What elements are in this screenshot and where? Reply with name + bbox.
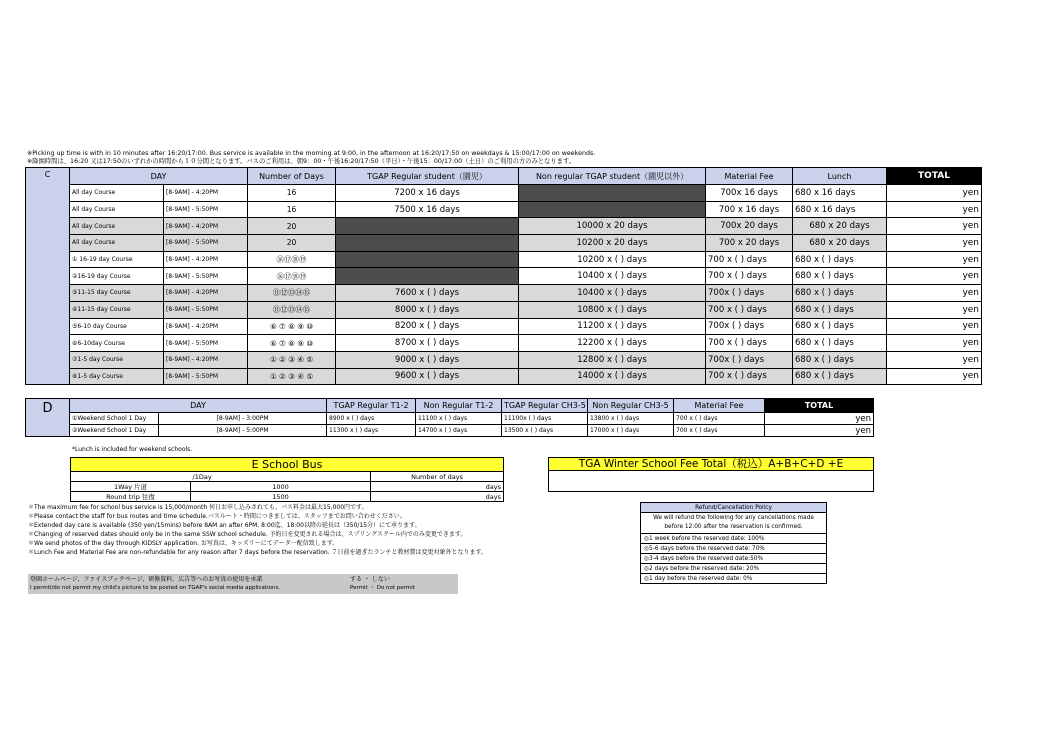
header-total: TOTAL bbox=[765, 399, 874, 413]
bus-type-label: 1Way 片道 bbox=[71, 482, 191, 492]
non-regular-t1-2-fee: 14700 x ( ) days bbox=[416, 425, 502, 437]
header-tgap-regular: TGAP Regular student（園児） bbox=[336, 168, 519, 185]
non-regular-t1-2-fee: 11100 x ( ) days bbox=[416, 413, 502, 425]
table-row bbox=[26, 368, 982, 385]
policy-intro-line: before 12:00 after the reservation is confirmed. bbox=[664, 524, 803, 530]
bus-price: 1500 bbox=[191, 492, 371, 502]
total-field[interactable]: yen bbox=[887, 251, 982, 268]
material-fee: 700x 16 days bbox=[706, 185, 793, 202]
lunch-fee: 680 x ( ) days bbox=[793, 301, 887, 318]
regular-fee bbox=[336, 235, 519, 252]
total-field[interactable]: yen bbox=[887, 235, 982, 252]
permission-options-en[interactable]: Permit ・ Do not permit bbox=[350, 585, 415, 591]
course-days: ⑪⑫⑬⑭⑮ bbox=[248, 301, 336, 318]
permission-options-jp[interactable]: する ・ しない bbox=[350, 576, 390, 583]
header-material-fee: Material Fee bbox=[706, 168, 793, 185]
course-name: ⑦1-5 day Course bbox=[70, 351, 164, 368]
note-item: ＊Changing of reserved dates should only be in the same SSW school schedule. 予約日を変更される場合は、スプリングスクール内でのみ変更できます。 bbox=[28, 531, 467, 538]
regular-ch3-5-fee: 13500 x ( ) days bbox=[502, 425, 588, 437]
regular-ch3-5-fee: 11100x ( ) days bbox=[502, 413, 588, 425]
lunch-fee: 680 x ( ) days bbox=[793, 335, 887, 352]
policy-intro bbox=[641, 513, 827, 534]
lunch-note: *Lunch is included for weekend schools. bbox=[72, 446, 193, 453]
policy-intro-line: We will refund the following for any cancellations made bbox=[653, 515, 814, 521]
photo-permission-box bbox=[28, 574, 458, 594]
non-regular-fee: 10400 x ( ) days bbox=[519, 268, 706, 285]
course-days: ⑯⑰⑱⑲ bbox=[248, 251, 336, 268]
lunch-fee: 680 x 20 days bbox=[793, 235, 887, 252]
course-time: [8-9AM] - 5:50PM bbox=[164, 235, 248, 252]
permission-text-jp: 登園ホームページ、ファイスブックページ、研修資料、広告等へのお写真の使用を承諾 bbox=[30, 576, 263, 583]
lunch-fee: 680 x ( ) days bbox=[793, 368, 887, 385]
course-time: [8-9AM] - 5:50PM bbox=[164, 268, 248, 285]
table-row bbox=[71, 492, 504, 502]
lunch-fee: 680 x ( ) days bbox=[793, 251, 887, 268]
course-name: All day Course bbox=[70, 235, 164, 252]
course-time: [8-9AM] - 4:20PM bbox=[164, 351, 248, 368]
regular-fee: 7500 x 16 days bbox=[336, 201, 519, 218]
regular-fee: 7600 x ( ) days bbox=[336, 285, 519, 302]
non-regular-fee: 12200 x ( ) days bbox=[519, 335, 706, 352]
bus-type-label: Round trip 往復 bbox=[71, 492, 191, 502]
material-fee: 700 x ( ) days bbox=[706, 251, 793, 268]
non-regular-fee bbox=[519, 185, 706, 202]
course-name: ②Weekend School 1 Day bbox=[70, 425, 159, 437]
winter-total-label: TGA Winter School Fee Total（税込）A+B+C+D +E bbox=[549, 458, 873, 471]
lunch-fee: 680 x 20 days bbox=[793, 218, 887, 235]
course-time: [8-9AM] - 5:50PM bbox=[164, 368, 248, 385]
non-regular-ch3-5-fee: 17000 x ( ) days bbox=[588, 425, 674, 437]
bus-price: 1000 bbox=[191, 482, 371, 492]
total-field[interactable]: yen bbox=[887, 218, 982, 235]
lunch-fee: 680 x ( ) days bbox=[793, 285, 887, 302]
permission-text-en: I permit/do not permit my child's picture to be posted on TGAP's social media applications. bbox=[30, 585, 281, 591]
total-field[interactable]: yen bbox=[887, 335, 982, 352]
table-row bbox=[26, 201, 982, 218]
top-note-en: ※Picking up time is with in 10 minutes after 16:20/17:00. Bus service is available in the morning at 9:00, in the afternoon at 16:20/17:50 on weekdays & 15:00/17:00 on weekends. bbox=[27, 150, 596, 157]
winter-total-box bbox=[548, 457, 874, 492]
total-field[interactable]: yen bbox=[887, 351, 982, 368]
table-row bbox=[26, 413, 874, 425]
course-name: ① 16-19 day Course bbox=[70, 251, 164, 268]
table-row bbox=[26, 185, 982, 202]
regular-t1-2-fee: 8900 x ( ) days bbox=[327, 413, 416, 425]
course-days: ⑯⑰⑱⑲ bbox=[248, 268, 336, 285]
policy-item: ◎1 day before the reserved date: 0% bbox=[641, 574, 827, 584]
non-regular-fee: 11200 x ( ) days bbox=[519, 318, 706, 335]
refund-policy-table bbox=[640, 502, 827, 584]
course-name: ⑧1-5 day Course bbox=[70, 368, 164, 385]
regular-fee bbox=[336, 268, 519, 285]
course-name: ②16-19 day Course bbox=[70, 268, 164, 285]
table-row bbox=[26, 268, 982, 285]
course-days: ⑥ ⑦ ⑧ ⑨ ⑩ bbox=[248, 318, 336, 335]
total-field[interactable]: yen bbox=[887, 285, 982, 302]
notes-list bbox=[28, 503, 487, 557]
top-note-jp: ※降園時間は、16:20 又は17:50のいずれかの時間から１０分間となります。バスのご利用は、朝9：00・午後16:20/17:50（平日）・午後15：00/17:00（土日）のご利用の方のみとなります。 bbox=[27, 158, 576, 165]
total-field[interactable]: yen bbox=[765, 425, 874, 437]
header-day: DAY bbox=[70, 168, 248, 185]
winter-total-field[interactable] bbox=[549, 471, 873, 491]
bus-per-day-header: /1Day bbox=[191, 472, 371, 482]
non-regular-fee: 14000 x ( ) days bbox=[519, 368, 706, 385]
material-fee: 700x ( ) days bbox=[706, 318, 793, 335]
course-time: [8-9AM] - 5:50PM bbox=[164, 201, 248, 218]
material-fee: 700 x ( ) days bbox=[706, 268, 793, 285]
course-time: [8-9AM] - 4:20PM bbox=[164, 285, 248, 302]
table-row bbox=[26, 318, 982, 335]
section-d-label: D bbox=[26, 399, 70, 437]
course-time: [8-9AM] - 4:20PM bbox=[164, 185, 248, 202]
non-regular-ch3-5-fee: 13800 x ( ) days bbox=[588, 413, 674, 425]
header-number-of-days: Number of Days bbox=[248, 168, 336, 185]
weekend-fee-table bbox=[25, 398, 874, 437]
section-c-label: C bbox=[26, 168, 70, 385]
header-non-regular-t1-2: Non Regular T1-2 bbox=[416, 399, 502, 413]
course-days: ① ② ③ ④ ⑤ bbox=[248, 351, 336, 368]
course-name: ④11-15 day Course bbox=[70, 301, 164, 318]
course-days: ⑪⑫⑬⑭⑮ bbox=[248, 285, 336, 302]
policy-item: ◎3-4 days before the reserved date:50% bbox=[641, 554, 827, 564]
course-fee-table bbox=[25, 167, 982, 385]
regular-fee: 7200 x 16 days bbox=[336, 185, 519, 202]
school-bus-title: E School Bus bbox=[71, 458, 504, 472]
non-regular-fee: 10000 x 20 days bbox=[519, 218, 706, 235]
material-fee: 700 x 16 days bbox=[706, 201, 793, 218]
header-day: DAY bbox=[70, 399, 327, 413]
school-bus-table bbox=[70, 457, 504, 502]
table-row bbox=[26, 351, 982, 368]
header-non-regular-ch3-5: Non Regular CH3-5 bbox=[588, 399, 674, 413]
total-field[interactable]: yen bbox=[765, 413, 874, 425]
course-time: [8-9AM] - 4:20PM bbox=[164, 318, 248, 335]
table-row bbox=[26, 235, 982, 252]
table-row bbox=[26, 301, 982, 318]
non-regular-fee: 12800 x ( ) days bbox=[519, 351, 706, 368]
lunch-fee: 680 x 16 days bbox=[793, 185, 887, 202]
non-regular-fee: 10200 x ( ) days bbox=[519, 251, 706, 268]
header-lunch: Lunch bbox=[793, 168, 887, 185]
non-regular-fee: 10200 x 20 days bbox=[519, 235, 706, 252]
course-name: ⑥6-10day Course bbox=[70, 335, 164, 352]
non-regular-fee bbox=[519, 201, 706, 218]
header-non-regular: Non regular TGAP student（園児以外） bbox=[519, 168, 706, 185]
policy-title: Refund/Cancellation Policy bbox=[641, 503, 827, 513]
note-item: ＊Lunch Fee and Material Fee are non-refundable for any reason after 7 days before the reservation. ７日前を過ぎたランチと教材費は変更対象外となります。 bbox=[28, 549, 488, 556]
material-fee: 700x ( ) days bbox=[706, 351, 793, 368]
material-fee: 700 x ( ) days bbox=[706, 335, 793, 352]
course-name: All day Course bbox=[70, 218, 164, 235]
material-fee: 700x ( ) days bbox=[706, 285, 793, 302]
regular-fee: 9600 x ( ) days bbox=[336, 368, 519, 385]
material-fee: 700 x ( ) days bbox=[674, 425, 765, 437]
course-name: All day Course bbox=[70, 185, 164, 202]
lunch-fee: 680 x ( ) days bbox=[793, 351, 887, 368]
regular-fee: 9000 x ( ) days bbox=[336, 351, 519, 368]
header-total: TOTAL bbox=[887, 168, 982, 185]
total-field[interactable]: yen bbox=[887, 368, 982, 385]
total-field[interactable]: yen bbox=[887, 301, 982, 318]
regular-fee: 8700 x ( ) days bbox=[336, 335, 519, 352]
course-name: All day Course bbox=[70, 201, 164, 218]
note-item: ＊Extended day care is available (350 yen/15mins) before 8AM an after 6PM. 8:00迄、18:00以降の延長は（350/15分）にて承ります。 bbox=[28, 522, 421, 529]
policy-item: ◎2 days before the reserved date: 20% bbox=[641, 564, 827, 574]
total-field[interactable]: yen bbox=[887, 201, 982, 218]
course-time: [8-9AM] - 5:50PM bbox=[164, 301, 248, 318]
course-name: ①Weekend School 1 Day bbox=[70, 413, 159, 425]
course-name: ⑤6-10 day Course bbox=[70, 318, 164, 335]
course-name: ③11-15 day Course bbox=[70, 285, 164, 302]
note-item: ＊The maximum fee for school bus service is 15,000/month 何日お申し込みされても、バス料金は最大15,000円です。 bbox=[28, 504, 368, 511]
material-fee: 700 x ( ) days bbox=[674, 413, 765, 425]
table-row bbox=[26, 285, 982, 302]
regular-fee: 8000 x ( ) days bbox=[336, 301, 519, 318]
policy-item: ◎5-6 days before the reserved date: 70% bbox=[641, 544, 827, 554]
total-field[interactable]: yen bbox=[887, 268, 982, 285]
course-days: 20 bbox=[248, 218, 336, 235]
header-tgap-regular-t1-2: TGAP Regular T1-2 bbox=[327, 399, 416, 413]
course-days: 16 bbox=[248, 201, 336, 218]
header-tgap-regular-ch3-5: TGAP Regular CH3-5 bbox=[502, 399, 588, 413]
material-fee: 700x 20 days bbox=[706, 218, 793, 235]
material-fee: 700 x ( ) days bbox=[706, 368, 793, 385]
bus-number-of-days-header: Number of days bbox=[371, 472, 504, 482]
header-material-fee: Material Fee bbox=[674, 399, 765, 413]
course-days: 16 bbox=[248, 185, 336, 202]
lunch-fee: 680 x ( ) days bbox=[793, 318, 887, 335]
course-time: [8-9AM] - 5:50PM bbox=[164, 335, 248, 352]
course-time: [8-9AM] - 3:00PM bbox=[159, 413, 327, 425]
non-regular-fee: 10400 x ( ) days bbox=[519, 285, 706, 302]
table-row bbox=[71, 482, 504, 492]
non-regular-fee: 10800 x ( ) days bbox=[519, 301, 706, 318]
course-days: ⑥ ⑦ ⑧ ⑨ ⑩ bbox=[248, 335, 336, 352]
course-time: [8-9AM] - 4:20PM bbox=[164, 218, 248, 235]
course-days: 20 bbox=[248, 235, 336, 252]
policy-item: ◎1 week before the reserved date: 100% bbox=[641, 534, 827, 544]
total-field[interactable]: yen bbox=[887, 318, 982, 335]
lunch-fee: 680 x ( ) days bbox=[793, 268, 887, 285]
regular-t1-2-fee: 11300 x ( ) days bbox=[327, 425, 416, 437]
table-row bbox=[26, 251, 982, 268]
note-item: ＊We send photos of the day through KIDSLY application. お写真は、キッズリーにてデータ一配信致します。 bbox=[28, 540, 339, 547]
material-fee: 700 x 20 days bbox=[706, 235, 793, 252]
bus-days-field[interactable]: days bbox=[371, 482, 504, 492]
course-time: [8-9AM] - 4:20PM bbox=[164, 251, 248, 268]
note-item: ＊Please contact the staff for bus routes and time schedule.バスルート・時間につきましては、スタッフまでお問い合わせください。 bbox=[28, 513, 406, 520]
material-fee: 700 x ( ) days bbox=[706, 301, 793, 318]
course-days: ① ② ③ ④ ⑤ bbox=[248, 368, 336, 385]
regular-fee bbox=[336, 251, 519, 268]
table-row bbox=[26, 425, 874, 437]
course-time: [8-9AM] - 5:00PM bbox=[159, 425, 327, 437]
table-row bbox=[26, 335, 982, 352]
total-field[interactable]: yen bbox=[887, 185, 982, 202]
bus-days-field[interactable]: days bbox=[371, 492, 504, 502]
lunch-fee: 680 x 16 days bbox=[793, 201, 887, 218]
table-row bbox=[26, 218, 982, 235]
regular-fee bbox=[336, 218, 519, 235]
regular-fee: 8200 x ( ) days bbox=[336, 318, 519, 335]
